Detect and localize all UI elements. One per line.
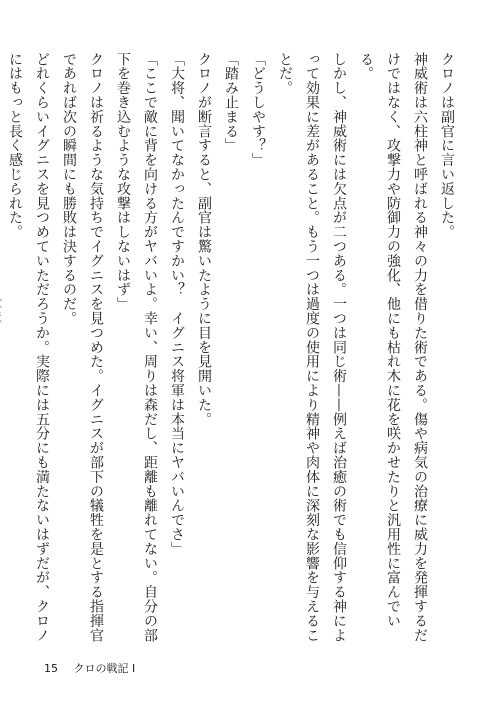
paragraph: クロノは副官に言い返した。 <box>439 52 455 240</box>
paragraph: クロノは祈るような気持ちでイグニスを見つめた。イグニスが部下の犠牲を是とする指揮官であれば次の瞬間にも勝敗は決するのだ。 <box>61 52 104 643</box>
dialogue-line: 「大将、聞いてなかったんですかい？ イグニス将軍は本当にヤバいんでさ」 <box>169 52 185 556</box>
dialogue-line: 「どうしやす？」 <box>250 52 266 168</box>
paragraph: どれくらいイグニスを見つめていただろうか。実際には五分にも満たないはずだが、クロノにはもっと長く感じられた。 <box>7 52 50 643</box>
paragraph-with-ruby <box>0 52 1 644</box>
page-number: 15 <box>44 662 58 675</box>
dialogue-line: 「ここで敵に背を向ける方がヤバいよ。幸い、周りは森だし、距離も離れてない。自分の部下を巻き込むような攻撃はしないはず」 <box>115 52 158 643</box>
running-title: クロの戦記 Ⅰ <box>73 662 136 675</box>
paragraph: しかし、神威術には欠点が二つある。一つは同じ術——例えば治癒の術でも信仰する神によって効果に差があること。もう一つは過度の使用により精神や肉体に深刻な影響を与えることだ。 <box>277 52 347 643</box>
ruby-reading <box>0 297 2 326</box>
paragraph: クロノが断言すると、副官は驚いたように目を見開いた。 <box>196 52 212 427</box>
page-footer <box>44 660 135 676</box>
vertical-text-body <box>7 52 460 644</box>
dialogue-line: 「踏み止まる」 <box>223 52 239 153</box>
paragraph: 神威術は六柱神と呼ばれる神々の力を借りた術である。傷や病気の治療に威力を発揮するだけではなく、攻撃力や防御力の強化、他にも枯れ木に花を咲かせたりと汎用性に富んでいる。 <box>358 52 428 643</box>
